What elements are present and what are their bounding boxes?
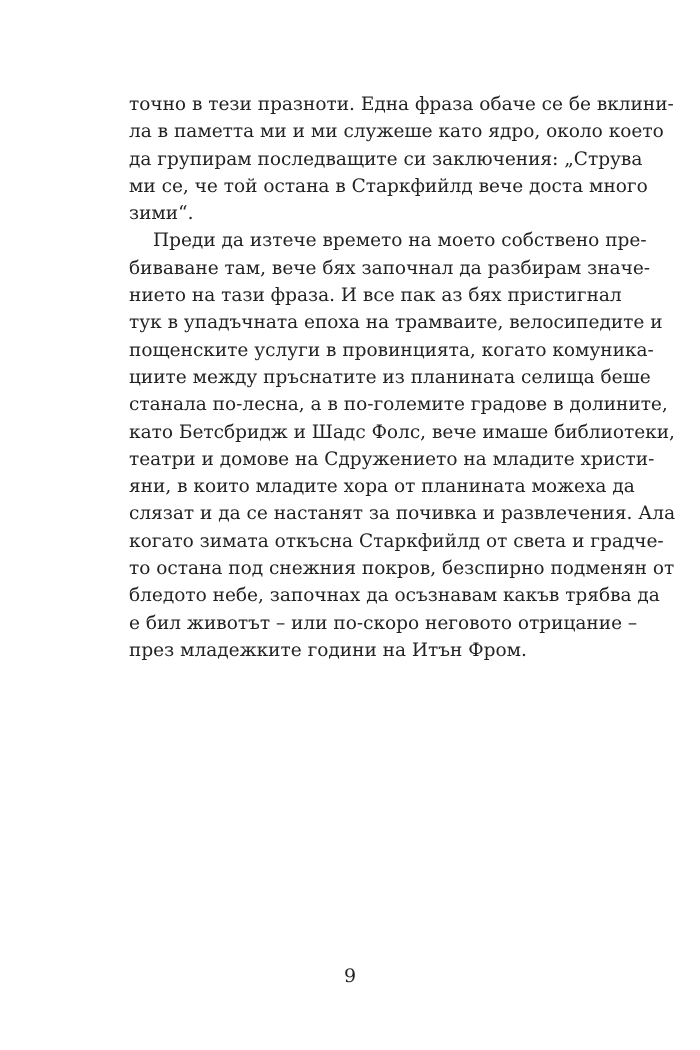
text-line: ла в паметта ми и ми служеше като ядро, около което <box>129 121 664 143</box>
text-line: театри и домове на Сдружението на младите христи- <box>129 448 655 470</box>
text-line: биваване там, вече бях започнал да разбирам значе- <box>129 257 651 279</box>
text-line: то остана под снежния покров, безспирно подменян от <box>129 558 675 580</box>
text-line: като Бетсбридж и Шадс Фолс, вече имаше библиотеки, <box>129 421 675 443</box>
text-line: да групирам последващите си заключения: „Струва <box>129 148 643 170</box>
page-number: 9 <box>343 965 357 987</box>
text-line: циите между пръснатите из планината селища беше <box>129 366 651 388</box>
text-line: когато зимата откъсна Старкфийлд от света и градче- <box>129 530 664 552</box>
paragraph-first-line: Преди да изтече времето на моето собствено пре- <box>153 230 647 252</box>
text-line: яни, в които младите хора от планината можеха да <box>129 476 635 498</box>
text-line: пощенските услуги в провинцията, когато комуника- <box>129 339 654 361</box>
text-line: тук в упадъчната епоха на трамваите, велосипедите и <box>129 312 663 334</box>
text-line: точно в тези празноти. Една фраза обаче се бе вклини- <box>129 94 674 115</box>
text-line: бледото небе, започнах да осъзнавам какъв трябва да <box>129 585 660 607</box>
text-line: през младежките години на Итън Фром. <box>129 639 527 661</box>
text-line: е бил животът – или по-скоро неговото отрицание – <box>129 612 638 634</box>
text-line: ми се, че той остана в Старкфийлд вече доста много <box>129 175 648 197</box>
text-line: станала по-лесна, а в по-големите градове в долините, <box>129 394 668 416</box>
body-text <box>129 91 676 664</box>
text-line: зими“. <box>129 203 194 225</box>
text-line: нието на тази фраза. И все пак аз бях пристигнал <box>129 285 622 307</box>
text-line: слязат и да се настанят за почивка и развлечения. Ала <box>129 503 676 525</box>
